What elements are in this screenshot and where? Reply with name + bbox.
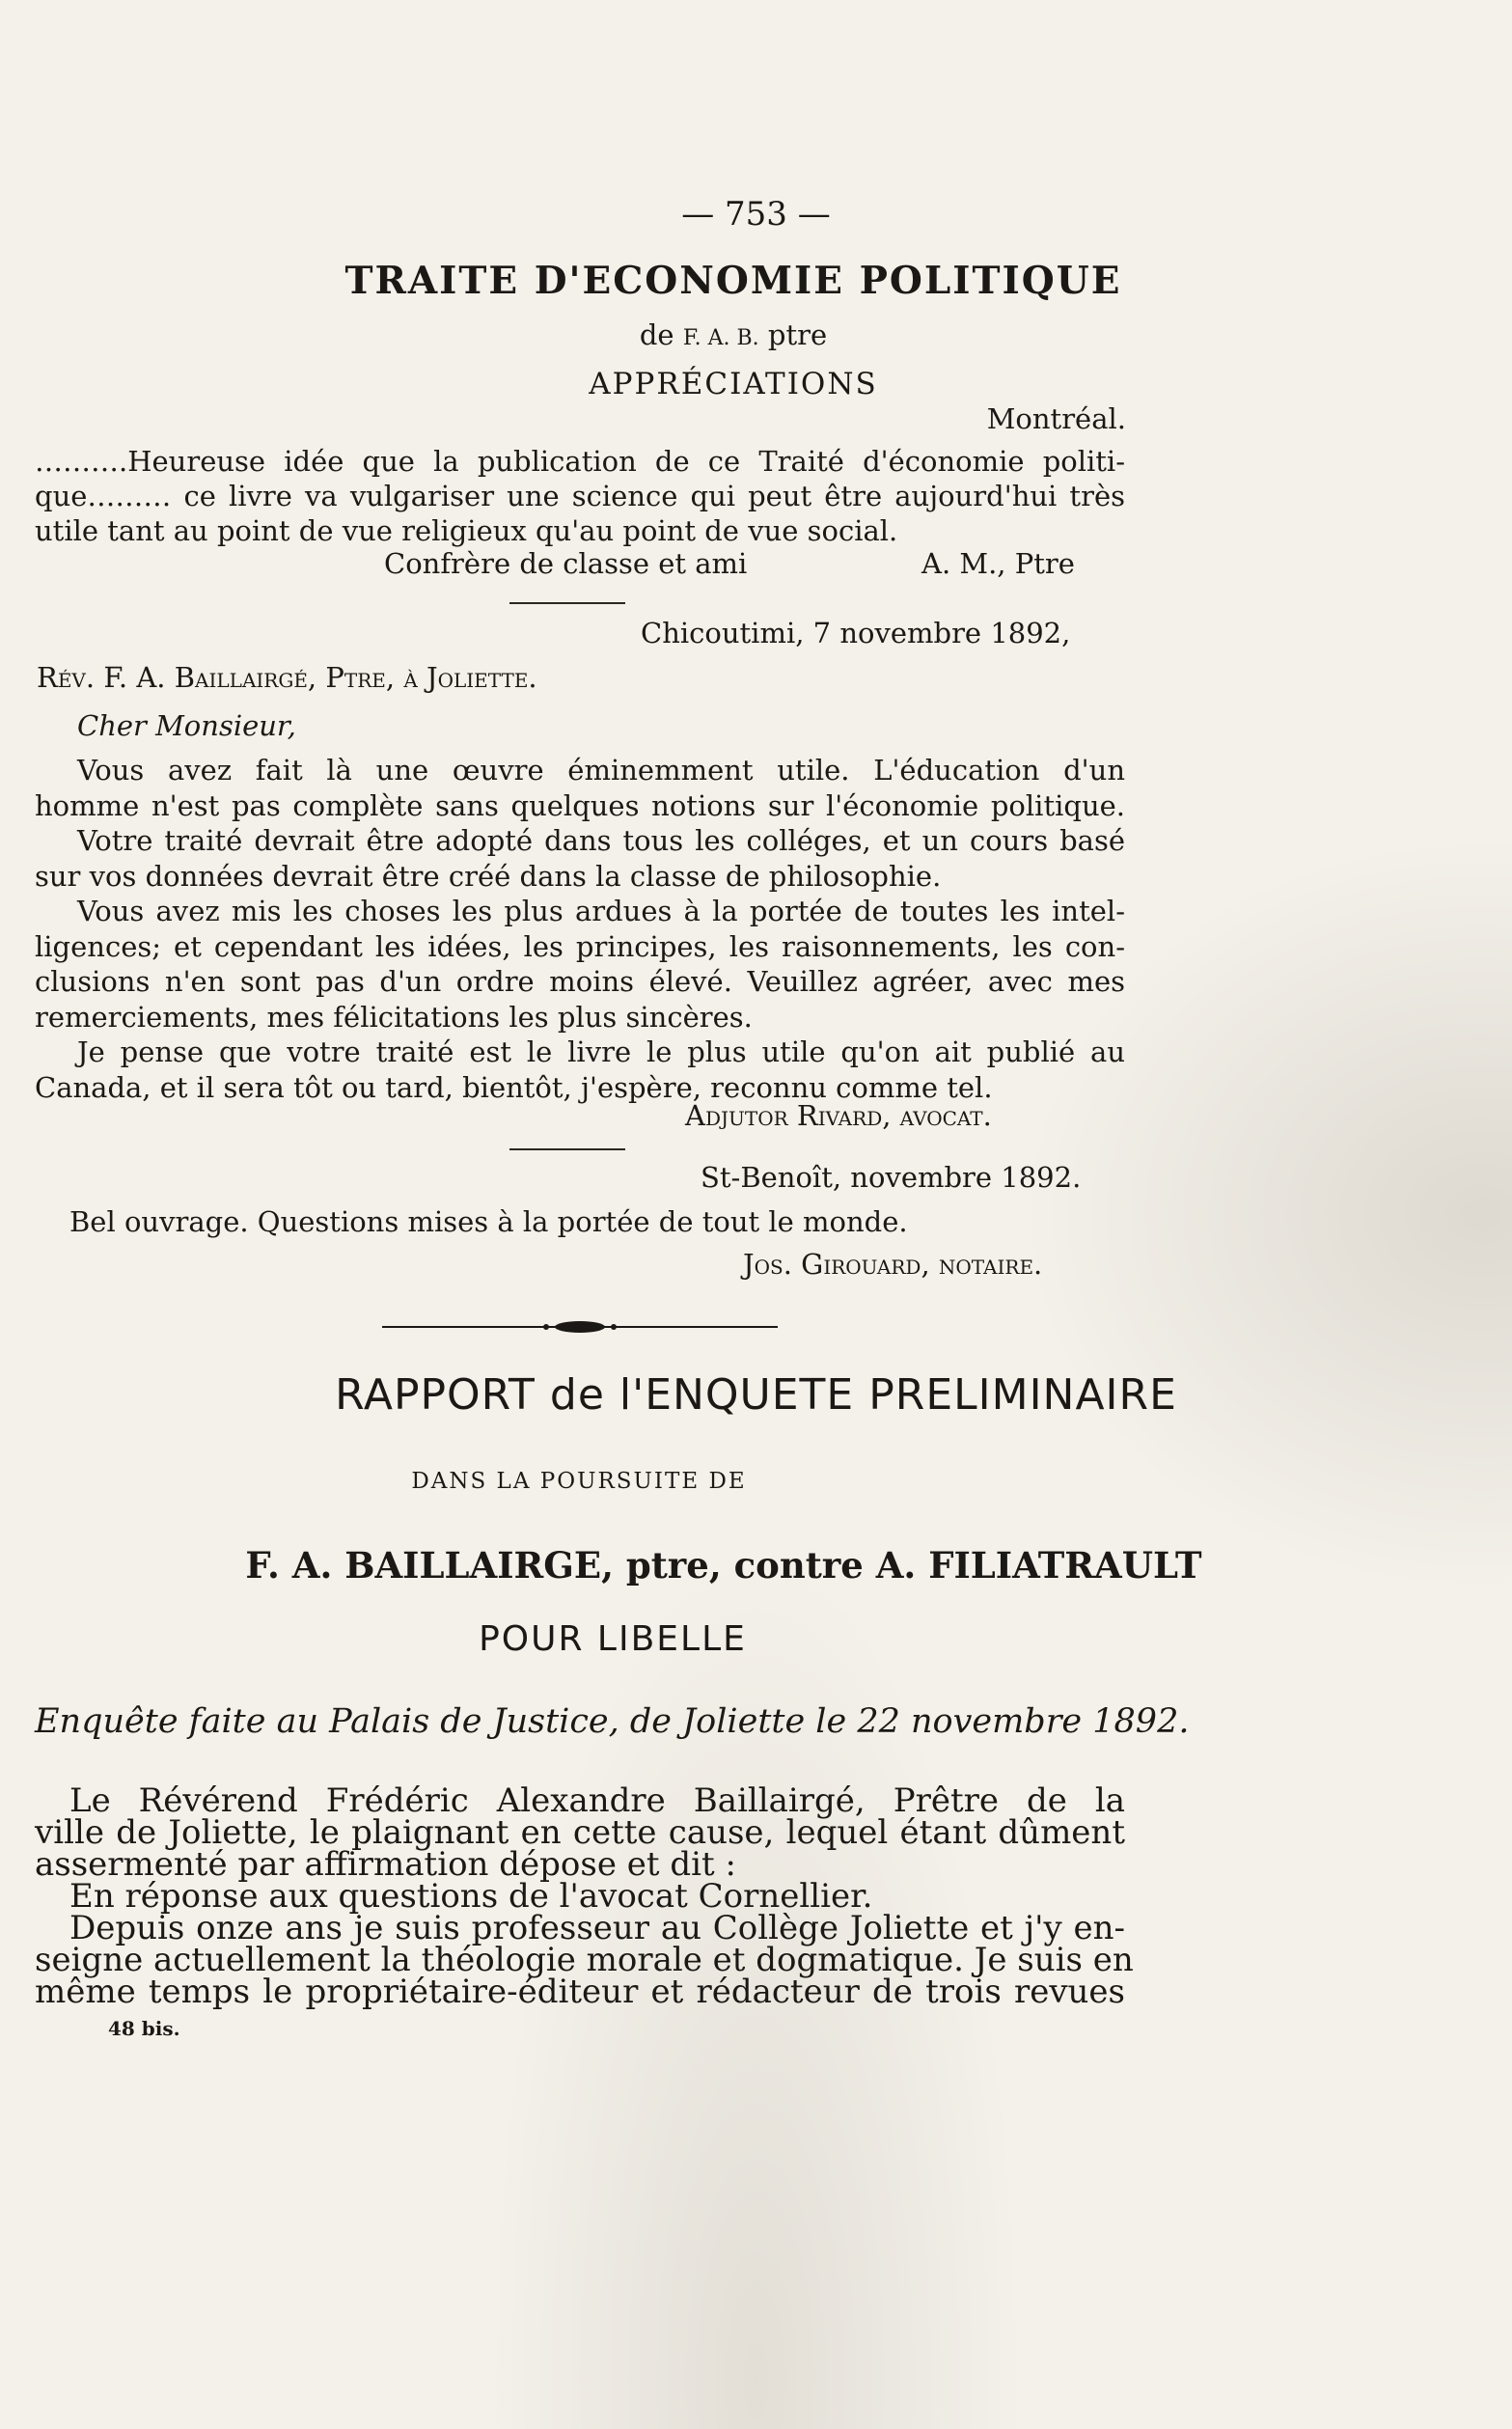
page-number: — 753 — (681, 195, 831, 234)
appreciation2-line: remerciements, mes félicitations les plus sincères. (35, 1000, 753, 1034)
appreciation2-place-date: Chicoutimi, 7 novembre 1892, (641, 617, 1071, 649)
appreciation1-closing: Confrère de classe et ami (384, 547, 748, 580)
book-author (0, 318, 1467, 351)
report-line: ville de Joliette, le plaignant en cette cause, lequel étant dûment (35, 1813, 1125, 1852)
report-subtitle: DANS LA POURSUITE DE (411, 1469, 747, 1494)
divider-rule (509, 1148, 625, 1150)
appreciation2-salutation: Cher Monsieur, (77, 709, 296, 742)
section-heading: APPRÉCIATIONS (589, 367, 878, 401)
author-initials: F. A. B. (682, 326, 759, 350)
report-line: seigne actuellement la théologie morale et dogmatique. Je suis en (35, 1941, 1134, 1979)
appreciation1-place: Montréal. (986, 402, 1126, 435)
appreciation1-line: ……….Heureuse idée que la publication de ce Traité d'économie politi- (35, 445, 1125, 478)
appreciation1-line: que……… ce livre va vulgariser une science qui peut être aujourd'hui très (35, 480, 1125, 512)
appreciation2-line: homme n'est pas complète sans quelques notions sur l'économie politique. (35, 788, 1125, 822)
signature-mark: 48 bis. (108, 2017, 180, 2040)
appreciation1-signature: A. M., Ptre (921, 547, 1075, 580)
author-suffix: ptre (767, 318, 828, 351)
addressee-text: Rév. F. A. Baillairgé, Ptre, à Joliette. (37, 661, 537, 694)
report-charge: POUR LIBELLE (479, 1619, 747, 1659)
report-line: même temps le propriétaire-éditeur et rédacteur de trois revues (35, 1973, 1125, 2011)
appreciation2-line: Je pense que votre traité est le livre le plus utile qu'on ait publié au (77, 1035, 1125, 1068)
book-title: TRAITE D'ECONOMIE POLITIQUE (344, 259, 1122, 303)
appreciation2-addressee (37, 662, 537, 694)
appreciation2-line: Vous avez mis les choses les plus ardues à la portée de toutes les intel- (77, 895, 1125, 927)
report-line: assermenté par affirmation dépose et dit : (35, 1845, 736, 1884)
appreciation1-text (35, 444, 1125, 548)
report-line: Le Révérend Frédéric Alexandre Baillairgé, Prêtre de la (69, 1781, 1125, 1820)
appreciation2-signature: Adjutor Rivard, avocat. (685, 1099, 992, 1132)
report-parties: F. A. BAILLAIRGE, ptre, contre A. FILIATRAULT (245, 1544, 1202, 1587)
appreciation2-line: sur vos données devrait être créé dans la classe de philosophie. (35, 859, 942, 893)
author-prefix: de (639, 318, 674, 351)
report-body (35, 1781, 1134, 2011)
ornamental-divider (382, 1316, 778, 1338)
report-line: En réponse aux questions de l'avocat Cornellier. (69, 1877, 873, 1916)
appreciation1-line: utile tant au point de vue religieux qu'au point de vue social. (35, 514, 898, 547)
appreciation3-place-date: St-Benoît, novembre 1892. (701, 1161, 1082, 1194)
report-title: RAPPORT de l'ENQUETE PRELIMINAIRE (335, 1370, 1177, 1420)
appreciation2-line: clusions n'en sont pas d'un ordre moins élevé. Veuillez agréer, avec mes (35, 965, 1125, 998)
appreciation2-text (35, 753, 1125, 1105)
report-dateline: Enquête faite au Palais de Justice, de Joliette le 22 novembre 1892. (35, 1702, 1190, 1741)
appreciation3-signature: Jos. Girouard, notaire. (743, 1248, 1043, 1281)
appreciation2-line: ligences; et cependant les idées, les principes, les raisonnements, les con- (35, 929, 1125, 963)
appreciation3-text: Bel ouvrage. Questions mises à la portée de tout le monde. (69, 1205, 908, 1238)
report-line: Depuis onze ans je suis professeur au Collège Joliette et j'y en- (69, 1909, 1125, 1947)
appreciation2-line: Vous avez fait là une œuvre éminemment utile. L'éducation d'un (77, 754, 1125, 787)
appreciation2-line: Canada, et il sera tôt ou tard, bientôt, j'espère, reconnu comme tel. (35, 1070, 993, 1104)
divider-rule (509, 602, 625, 604)
appreciation2-line: Votre traité devrait être adopté dans tous les colléges, et un cours basé (77, 824, 1125, 857)
